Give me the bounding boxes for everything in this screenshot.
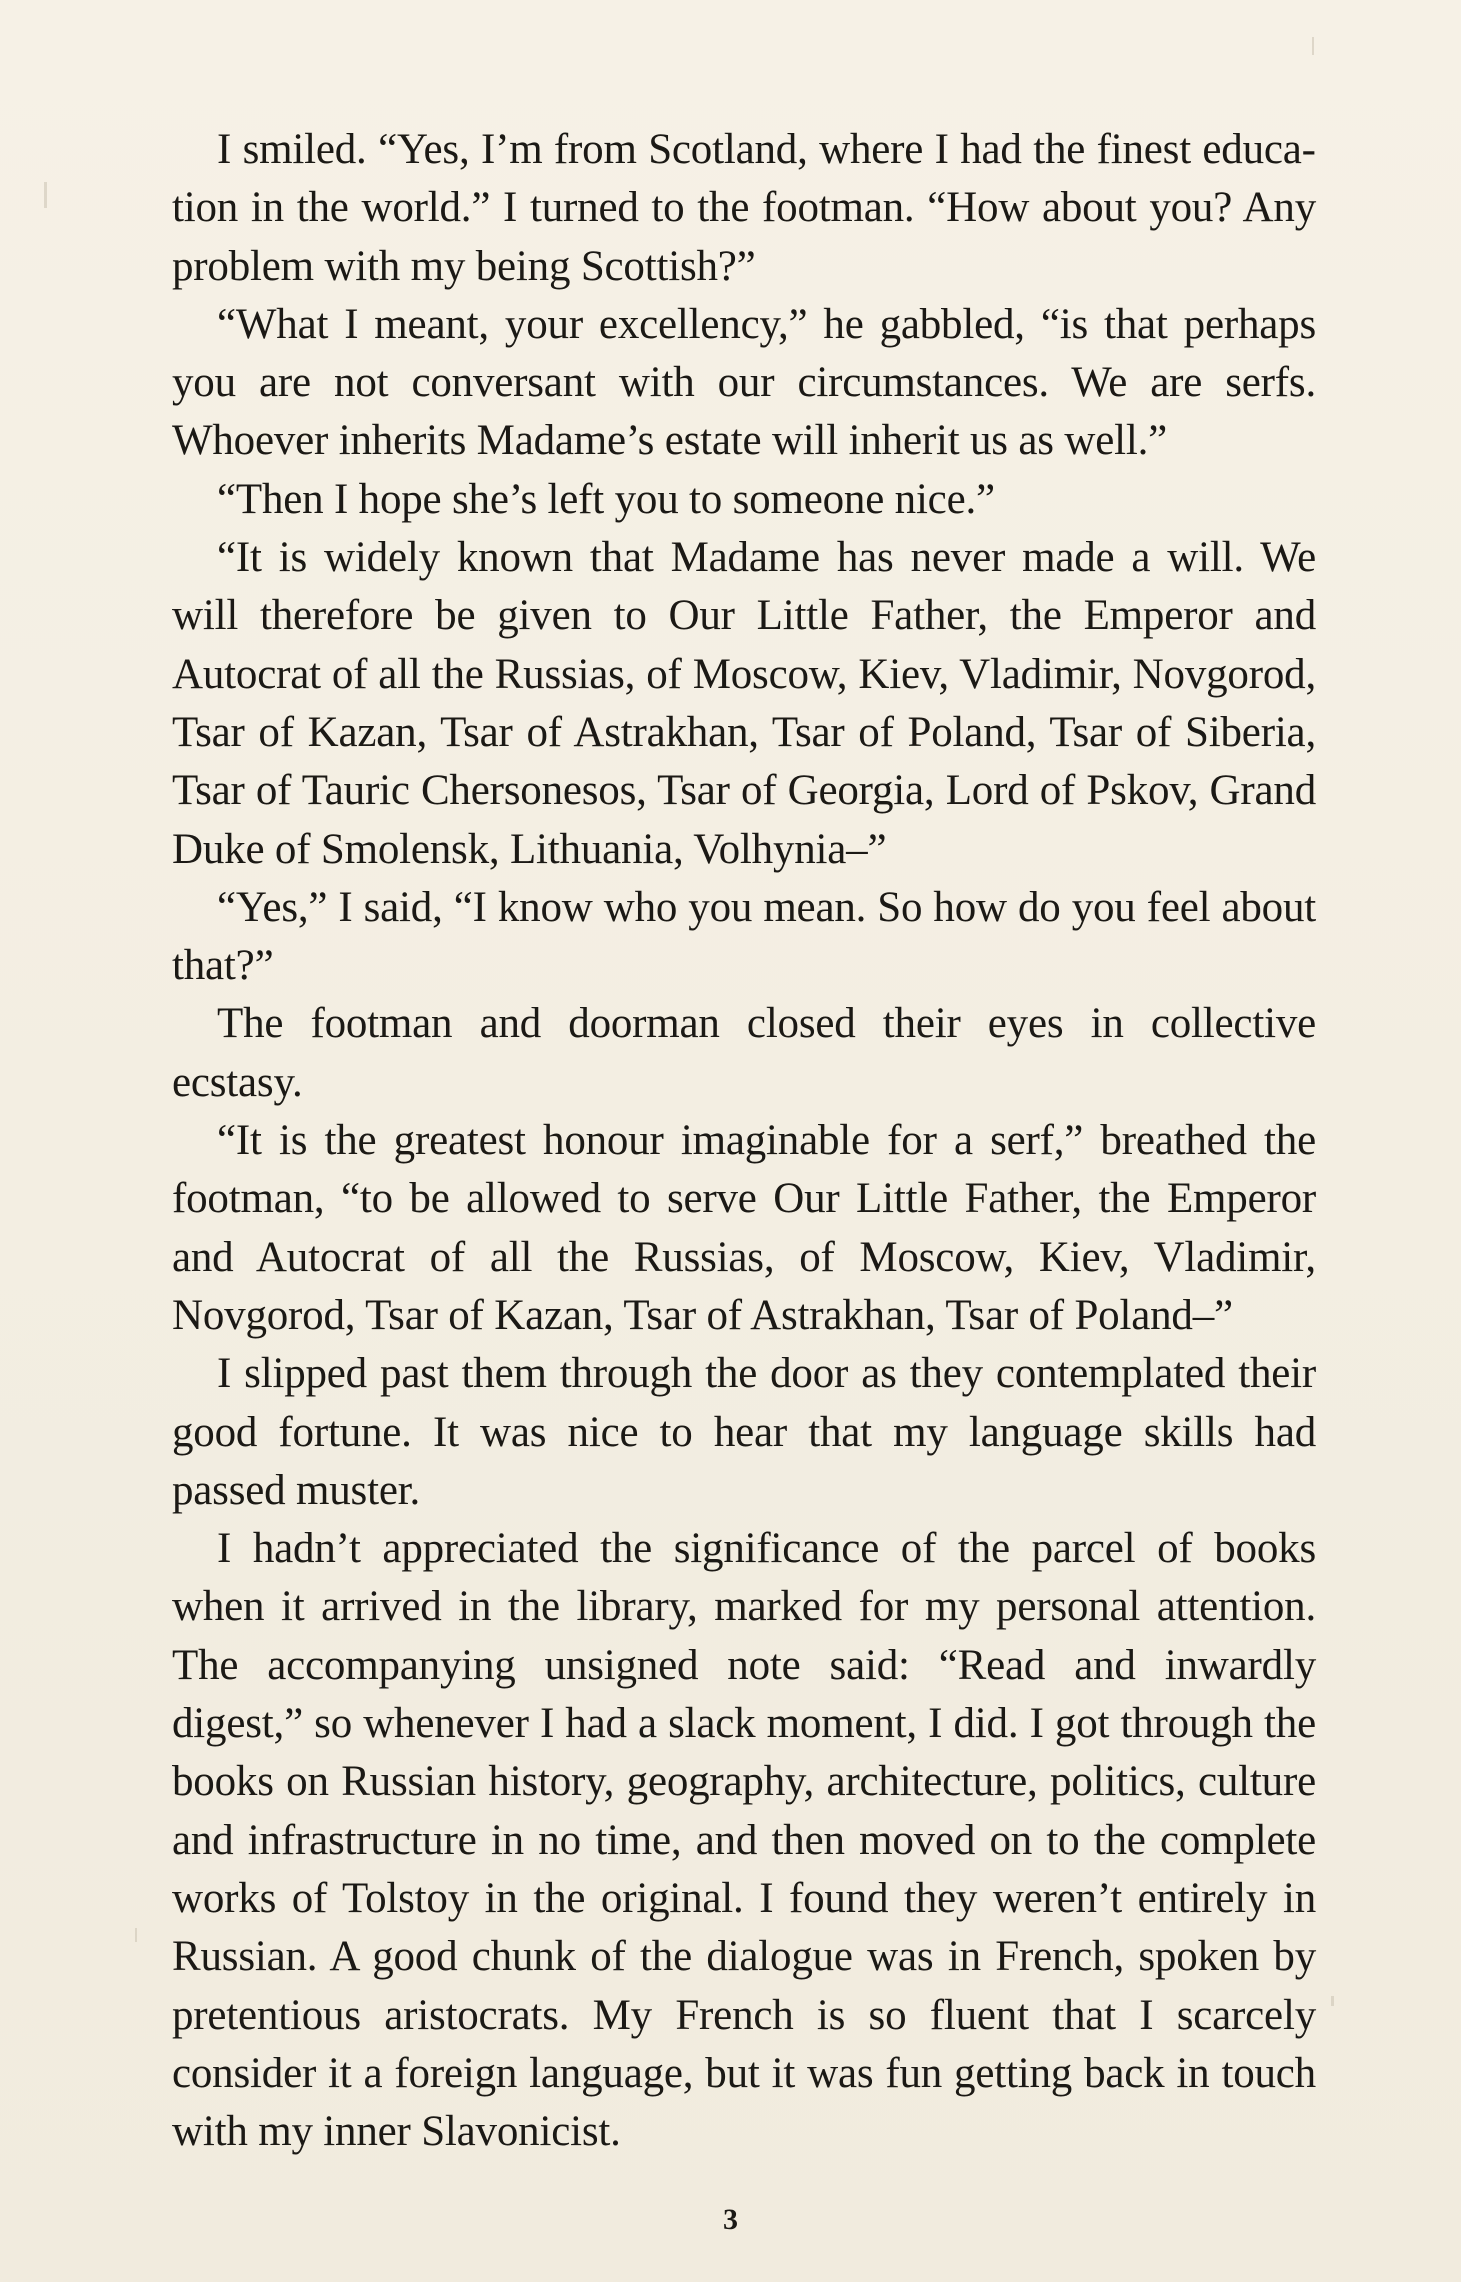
paper-fleck (1312, 37, 1314, 55)
paragraph-4: “It is widely known that Madame has never made a will. We will therefore be given to Our Little Father, the Emperor and Autocrat of all the Russias, of Moscow, Kiev, Vladimir, Novgorod, Tsar of Kazan, Tsar of Astrakhan, Tsar of Poland, Tsar of Siberia, Tsar of Tauric Chersonesos, Tsar of Georgia, Lord of Pskov, Grand Duke of Smolensk, Lithuania, Volhynia–” (172, 534, 1316, 873)
paragraph-1: I smiled. “Yes, I’m from Scotland, where I had the finest education in the world.” I turned to the footman. “How about you? Any problem with my being Scottish?” (172, 126, 1316, 290)
page-number: 3 (723, 2203, 738, 2236)
paragraph-8: I slipped past them through the door as they contemplated their good fortune. It was nice to hear that my language skills had passed muster. (172, 1350, 1316, 1514)
paragraph-3: “Then I hope she’s left you to someone nice.” (217, 475, 995, 523)
paragraph-2: “What I meant, your excellency,” he gabbled, “is that perhaps you are not conversant with our circumstances. We are serfs. Whoever inherits Madame’s estate will inherit us as well.” (172, 300, 1316, 465)
body-text (172, 121, 1316, 2161)
paragraph-6: The footman and doorman closed their eyes in collective ecstasy. (172, 1000, 1316, 1106)
paper-fleck (44, 182, 47, 208)
paper-fleck (135, 1928, 137, 1942)
paragraph-5: “Yes,” I said, “I know who you mean. So how do you feel about that?” (172, 883, 1316, 990)
paragraph-9: I hadn’t appreciated the significance of the parcel of books when it arrived in the library, marked for my personal attention. The accompanying unsigned note said: “Read and inwardly digest,” so whenever I had a slack moment, I did. I got through the books on Russian history, geography, architecture, politics, culture and infrastructure in no time, and then moved on to the complete works of Tolstoy in the original. I found they weren’t entirely in Russian. A good chunk of the dialogue was in French, spoken by pretentious aristocrats. My French is so fluent that I scarcely consider it a foreign language, but it was fun getting back in touch with my inner Slavonicist. (172, 1525, 1316, 2156)
paper-fleck (1331, 1996, 1334, 2006)
paragraph-7: “It is the greatest honour imaginable for a serf,” breathed the footman, “to be allowed to serve Our Little Father, the Emperor and Autocrat of all the Russias, of Moscow, Kiev, Vladimir, Novgorod, Tsar of Kazan, Tsar of Astrakhan, Tsar of Poland–” (172, 1117, 1316, 1339)
